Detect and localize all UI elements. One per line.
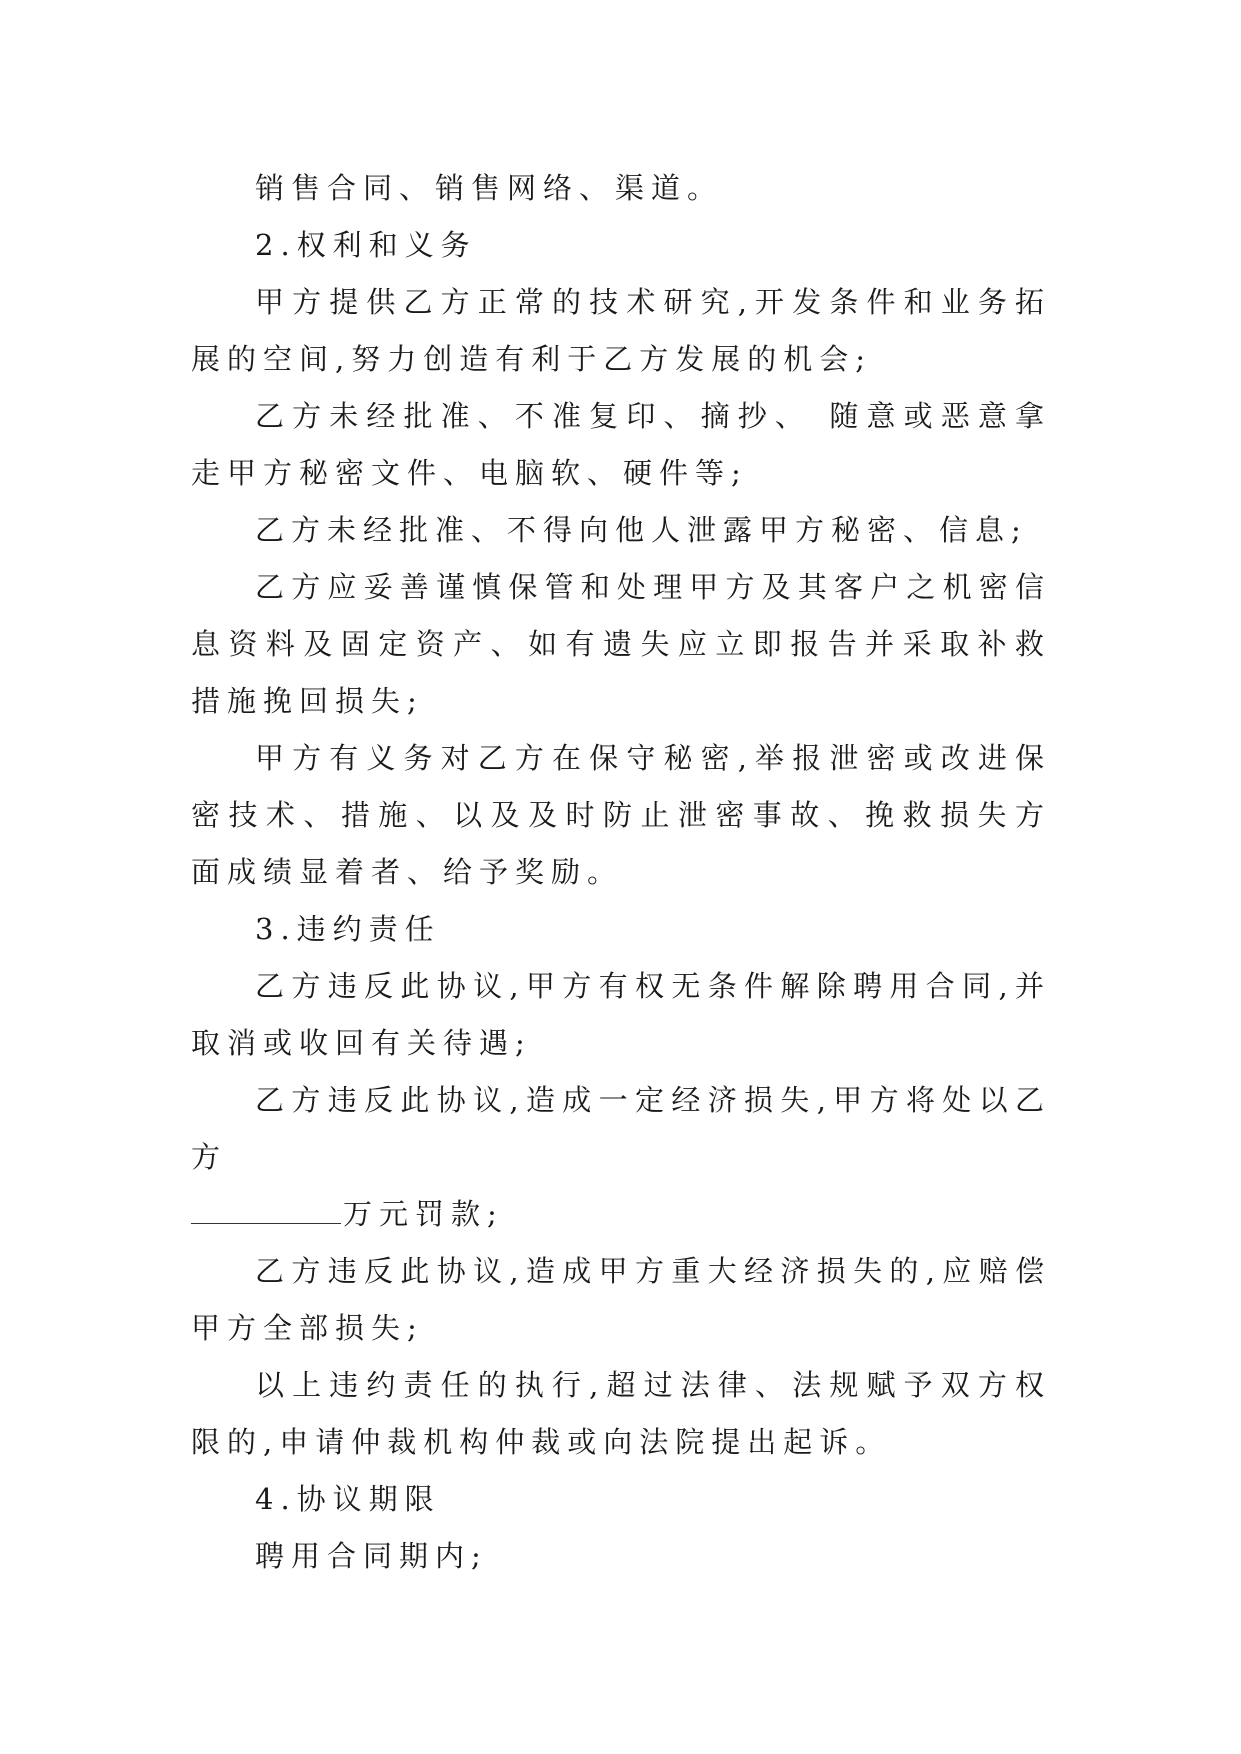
penalty-unit: 万元罚款; (343, 1197, 504, 1231)
paragraph-rewards: 甲方有义务对乙方在保守秘密,举报泄密或改进保密技术、措施、以及及时防止泄密事故、挽救损失方面成绩显着者、给予奖励。 (191, 741, 1051, 889)
section-heading-term: 4.协议期限 (255, 1482, 441, 1516)
section-heading-liability: 3.违约责任 (255, 912, 441, 946)
paragraph-sales-channels: 销售合同、销售网络、渠道。 (255, 171, 724, 205)
section-heading-rights-obligations: 2.权利和义务 (255, 228, 477, 262)
paragraph-no-copying: 乙方未经批准、不准复印、摘抄、 随意或恶意拿走甲方秘密文件、电脑软、硬件等; (191, 399, 1051, 490)
paragraph-arbitration: 以上违约责任的执行,超过法律、法规赋予双方权限的,申请仲裁机构仲裁或向法院提出起诉。 (191, 1368, 1051, 1459)
paragraph-compensation: 乙方违反此协议,造成甲方重大经济损失的,应赔偿甲方全部损失; (191, 1254, 1051, 1345)
document-body (191, 160, 1051, 1585)
paragraph-penalty (191, 1072, 1051, 1243)
paragraph-no-disclosure: 乙方未经批准、不得向他人泄露甲方秘密、信息; (255, 513, 1028, 547)
paragraph-term-period: 聘用合同期内; (255, 1539, 488, 1573)
penalty-sentence: 乙方违反此协议,造成一定经济损失,甲方将处以乙方 (191, 1083, 1051, 1174)
paragraph-terminate-contract: 乙方违反此协议,甲方有权无条件解除聘用合同,并取消或收回有关待遇; (191, 969, 1051, 1060)
paragraph-party-a-provides: 甲方提供乙方正常的技术研究,开发条件和业务拓展的空间,努力创造有利于乙方发展的机会; (191, 285, 1051, 376)
penalty-amount-blank (191, 1193, 341, 1224)
paragraph-safekeeping: 乙方应妥善谨慎保管和处理甲方及其客户之机密信息资料及固定资产、如有遗失应立即报告并采取补救措施挽回损失; (191, 570, 1051, 718)
